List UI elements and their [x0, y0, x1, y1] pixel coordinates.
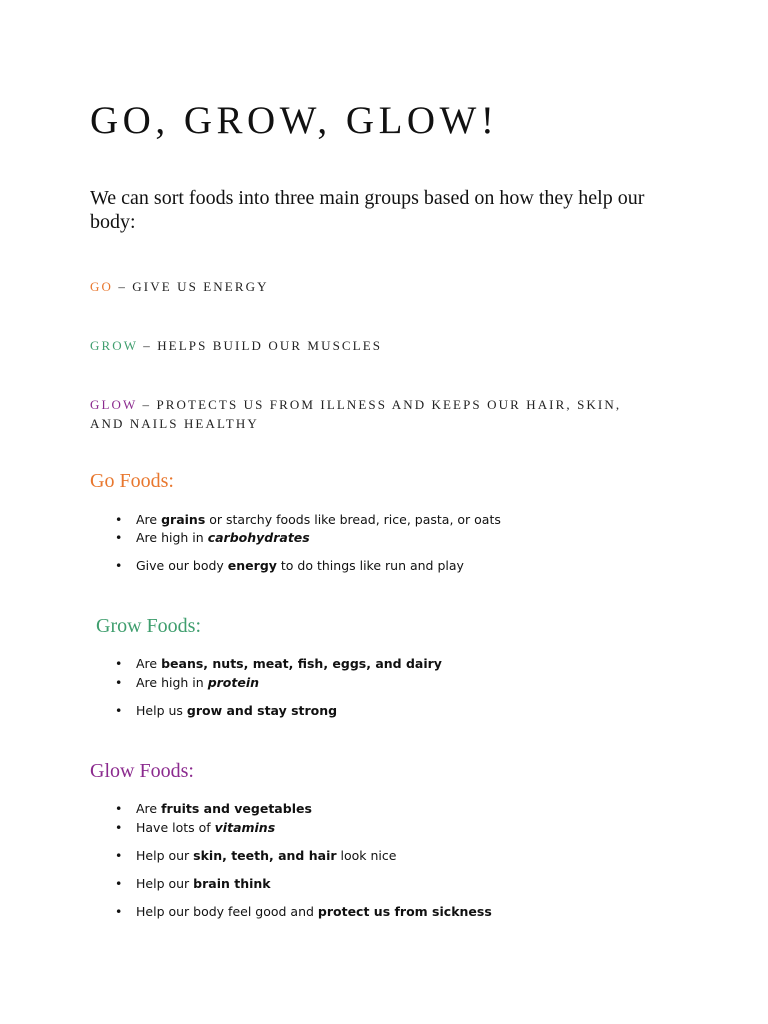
group-go — [90, 277, 650, 296]
emphasis-text: beans, nuts, meat, fish, eggs, and dairy — [161, 656, 442, 671]
bullet-icon: • — [115, 904, 123, 919]
emphasis-text: fruits and vegetables — [161, 801, 312, 816]
emphasis-text: brain think — [193, 876, 271, 891]
emphasis-text: vitamins — [214, 820, 276, 835]
bullet-icon: • — [115, 675, 123, 690]
group-desc: – PROTECTS US FROM ILLNESS AND KEEPS OUR HAIR, SKIN, AND NAILS HEALTHY — [90, 397, 622, 431]
text-segment: or starchy foods like bread, rice, pasta, or oats — [205, 512, 501, 527]
list-item-text — [136, 530, 310, 545]
list-item-text — [136, 904, 492, 919]
group-grow — [90, 336, 650, 355]
text-segment: Are — [136, 801, 162, 816]
group-desc: – HELPS BUILD OUR MUSCLES — [137, 338, 383, 353]
bullet-icon: • — [115, 530, 123, 545]
list-item-text — [136, 820, 275, 835]
group-glow — [90, 395, 650, 433]
emphasis-text: protein — [207, 675, 260, 690]
text-segment: Give our body — [136, 558, 228, 573]
text-segment: look nice — [336, 848, 397, 863]
group-desc: – GIVE US ENERGY — [112, 279, 269, 294]
bullet-icon: • — [115, 801, 123, 816]
intro-paragraph: We can sort foods into three main groups based on how they help our body: — [90, 187, 645, 233]
list-item-text — [136, 512, 501, 527]
emphasis-text: grains — [161, 512, 206, 527]
text-segment: Have lots of — [136, 820, 215, 835]
text-segment: Are — [136, 656, 162, 671]
emphasis-text: grow and stay strong — [186, 703, 338, 718]
text-segment: Help our — [136, 848, 194, 863]
page-title: GO, GROW, GLOW! — [90, 99, 499, 142]
text-segment: Are — [136, 512, 162, 527]
section-heading-glow: Glow Foods: — [90, 760, 194, 782]
group-key: GLOW — [90, 397, 138, 412]
section-heading-grow: Grow Foods: — [96, 615, 202, 637]
list-item-text — [136, 848, 396, 863]
bullet-icon: • — [115, 876, 123, 891]
group-key: GO — [90, 279, 113, 294]
text-segment: Are high in — [136, 530, 208, 545]
emphasis-text: energy — [227, 558, 277, 573]
text-segment: Help us — [136, 703, 187, 718]
list-item-text — [136, 656, 442, 671]
list-item-text — [136, 703, 337, 718]
list-item-text — [136, 675, 259, 690]
bullet-icon: • — [115, 512, 123, 527]
bullet-icon: • — [115, 820, 123, 835]
text-segment: Are high in — [136, 675, 208, 690]
bullet-icon: • — [115, 558, 123, 573]
emphasis-text: skin, teeth, and hair — [193, 848, 337, 863]
bullet-icon: • — [115, 848, 123, 863]
emphasis-text: protect us from sickness — [317, 904, 492, 919]
list-item-text — [136, 876, 271, 891]
bullet-icon: • — [115, 703, 123, 718]
group-key: GROW — [90, 338, 138, 353]
list-item-text — [136, 558, 464, 573]
text-segment: to do things like run and play — [276, 558, 464, 573]
bullet-icon: • — [115, 656, 123, 671]
text-segment: Help our body feel good and — [136, 904, 318, 919]
text-segment: Help our — [136, 876, 194, 891]
section-heading-go: Go Foods: — [90, 470, 174, 492]
list-item-text — [136, 801, 312, 816]
emphasis-text: carbohydrates — [207, 530, 310, 545]
